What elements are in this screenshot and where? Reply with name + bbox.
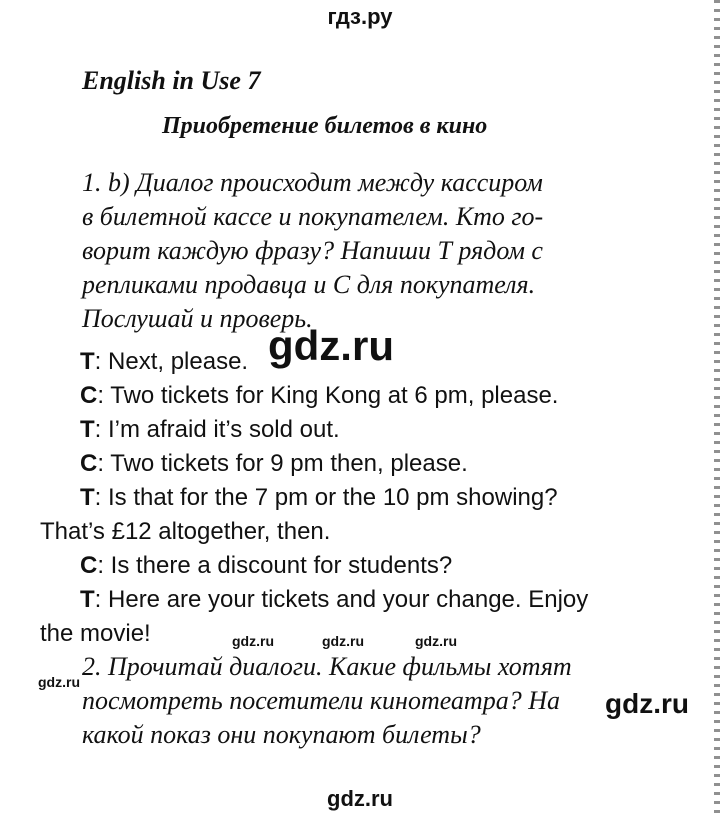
dialogue-line xyxy=(40,515,588,549)
lesson-subtitle: Приобретение билетов в кино xyxy=(162,113,488,139)
dialogue-text: : Two tickets for 9 pm then, please. xyxy=(97,450,468,477)
dialogue-text: : Is that for the 7 pm or the 10 pm showing? xyxy=(94,484,558,511)
dialogue-text: : Two tickets for King Kong at 6 pm, please. xyxy=(97,382,559,409)
task-1-line: в билетной кассе и покупателем. Кто го- xyxy=(82,202,544,231)
speaker-label: T xyxy=(80,484,95,511)
speaker-label: C xyxy=(80,450,98,477)
dialogue-line xyxy=(40,481,588,515)
speaker-label: T xyxy=(80,348,95,375)
page-scan-edge xyxy=(714,0,720,819)
speaker-label: C xyxy=(80,382,98,409)
watermark-footer: gdz.ru xyxy=(327,786,393,811)
dialogue xyxy=(40,345,588,651)
dialogue-text: That’s £12 altogether, then. xyxy=(40,518,331,545)
task-1-line: ворит каждую фразу? Напиши Т рядом с xyxy=(82,236,543,265)
watermark-small: gdz.ru xyxy=(38,674,80,690)
dialogue-text: the movie! xyxy=(40,620,151,647)
watermark-large: gdz.ru xyxy=(268,322,394,369)
speaker-label: T xyxy=(80,586,95,613)
dialogue-text: : I’m afraid it’s sold out. xyxy=(94,416,340,443)
task-1-line: 1. b) Диалог происходит между кассиром xyxy=(82,168,543,197)
task-1-line: репликами продавца и С для покупателя. xyxy=(82,270,536,299)
watermark-small: gdz.ru xyxy=(415,633,457,649)
speaker-label: C xyxy=(80,552,98,579)
speaker-label: T xyxy=(80,416,95,443)
site-header: гдз.ру xyxy=(327,4,393,29)
watermark-small: gdz.ru xyxy=(322,633,364,649)
dialogue-line xyxy=(40,549,588,583)
task-2-line: 2. Прочитай диалоги. Какие фильмы хотят xyxy=(82,652,572,681)
task-2-line: какой показ они покупают билеты? xyxy=(82,720,481,749)
dialogue-line xyxy=(40,413,588,447)
dialogue-line xyxy=(40,447,588,481)
dialogue-text: : Is there a discount for students? xyxy=(97,552,453,579)
task-2-line: посмотреть посетители кинотеатра? На xyxy=(82,686,560,715)
unit-title: English in Use 7 xyxy=(82,66,261,95)
dialogue-line xyxy=(40,379,588,413)
watermark-small: gdz.ru xyxy=(232,633,274,649)
task-2-instructions xyxy=(82,650,572,752)
dialogue-line xyxy=(40,617,588,651)
dialogue-line xyxy=(40,583,588,617)
task-1-instructions xyxy=(82,166,543,336)
dialogue-text: : Next, please. xyxy=(94,348,249,375)
dialogue-text: : Here are your tickets and your change. Enjoy xyxy=(94,586,589,613)
task-1-line: Послушай и проверь. xyxy=(82,304,313,333)
watermark-medium: gdz.ru xyxy=(605,688,689,719)
